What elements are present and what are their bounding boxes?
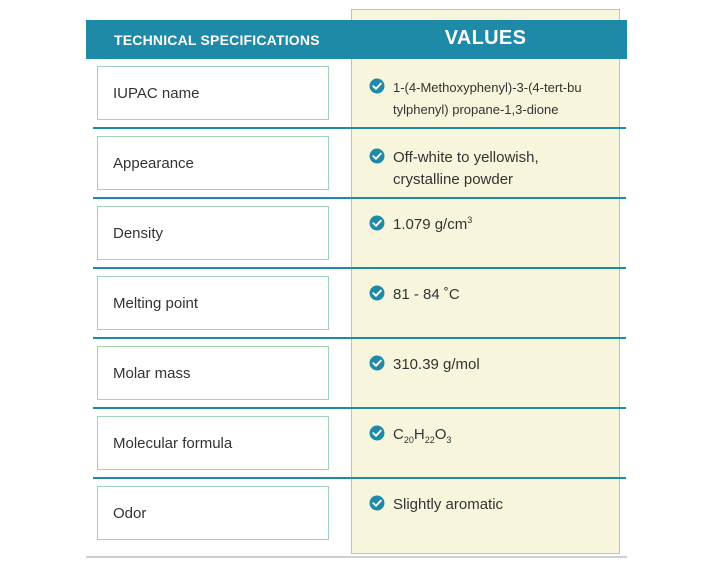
spec-value-text: Slightly aromatic bbox=[393, 496, 504, 513]
spec-label-box bbox=[97, 486, 329, 540]
table-bottom-border bbox=[86, 556, 627, 558]
check-circle-icon bbox=[369, 215, 385, 231]
spec-value-line: crystalline powder bbox=[393, 171, 514, 188]
spec-label: Density bbox=[113, 224, 164, 242]
spec-value bbox=[369, 354, 614, 376]
row-divider bbox=[93, 267, 626, 269]
check-circle-icon bbox=[369, 148, 385, 164]
formula-element: H bbox=[413, 426, 425, 443]
spec-label-box bbox=[97, 206, 329, 260]
row-divider bbox=[93, 127, 626, 129]
spec-label-box bbox=[97, 276, 329, 330]
spec-label-box bbox=[97, 416, 329, 470]
check-circle-icon bbox=[369, 355, 385, 371]
spec-label-box bbox=[97, 346, 329, 400]
molecular-formula bbox=[393, 424, 451, 446]
spec-label: Odor bbox=[113, 504, 147, 522]
header-values-title: VALUES bbox=[444, 27, 527, 49]
spec-value-text: 1.079 g/cm bbox=[393, 216, 468, 233]
row-divider bbox=[93, 407, 626, 409]
check-circle-icon bbox=[369, 495, 385, 511]
spec-label: IUPAC name bbox=[113, 84, 200, 102]
spec-label: Molecular formula bbox=[113, 434, 233, 452]
check-circle-icon bbox=[369, 285, 385, 301]
row-divider bbox=[93, 197, 626, 199]
header-spec-title: TECHNICAL SPECIFICATIONS bbox=[114, 32, 320, 48]
spec-value-line: 1-(4-Methoxyphenyl)-3-(4-tert-bu bbox=[393, 80, 582, 95]
check-circle-icon bbox=[369, 425, 385, 441]
formula-element: C bbox=[393, 426, 404, 443]
spec-value bbox=[369, 77, 614, 121]
spec-value-text: 310.39 g/mol bbox=[393, 356, 480, 373]
spec-label-box bbox=[97, 66, 329, 120]
formula-element: O bbox=[434, 426, 447, 443]
spec-value bbox=[369, 147, 614, 191]
spec-value bbox=[369, 424, 614, 446]
spec-label: Appearance bbox=[113, 154, 194, 172]
spec-value bbox=[369, 284, 614, 306]
spec-value-superscript: 3 bbox=[467, 215, 473, 225]
spec-value bbox=[369, 494, 614, 516]
formula-subscript: 3 bbox=[446, 435, 452, 445]
spec-label: Melting point bbox=[113, 294, 199, 312]
row-divider bbox=[93, 477, 626, 479]
spec-label: Molar mass bbox=[113, 364, 191, 382]
spec-value bbox=[369, 214, 614, 236]
spec-label-box bbox=[97, 136, 329, 190]
row-divider bbox=[93, 337, 626, 339]
table-header bbox=[86, 20, 627, 59]
formula-subscript: 20 bbox=[403, 435, 414, 445]
spec-value-line: Off-white to yellowish, bbox=[393, 149, 539, 166]
formula-subscript: 22 bbox=[424, 435, 435, 445]
check-circle-icon bbox=[369, 78, 385, 94]
spec-value-line: tylphenyl) propane-1,3-dione bbox=[393, 102, 559, 117]
spec-value-text: 81 - 84 ˚C bbox=[393, 286, 460, 303]
